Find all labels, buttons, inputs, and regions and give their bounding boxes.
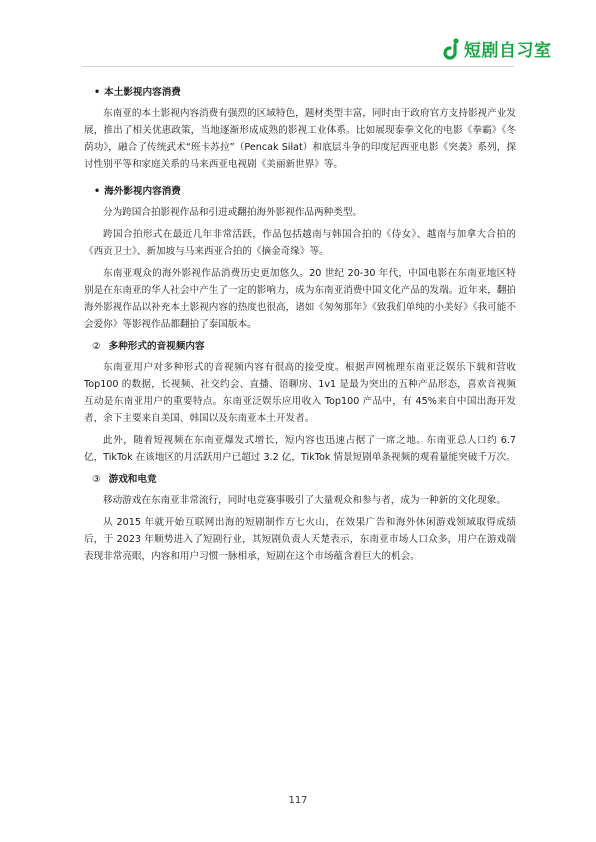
- paragraph: 东南亚用户对多种形式的音视频内容有很高的接受度。根据声网梳理东南亚泛娱乐下载和营收 Top100 的数据，长视频、社交约会、直播、语聊房、1v1 是最为突出的五种产品形态，喜欢音视频互动是东南亚用户的重要特点。东南亚泛娱乐应用收入 Top100 产品中，有 45%来自中国出海开发者，余下主要来自美国、韩国以及东南亚本土开发者。: [84, 362, 516, 424]
- paragraph: 从 2015 年就开始互联网出海的短剧制作方七火山，在效果广告和海外休闲游戏领域取得成绩后，于 2023 年顺势进入了短剧行业，其短剧负责人天楚表示，东南亚市场人口众多，用户在游戏端表现非常亮眼，内容和用户习惯一脉相承，短剧在这个市场蕴含着巨大的机会。: [84, 517, 516, 562]
- bullet-icon: •: [94, 87, 101, 98]
- section-heading-overseas-content: [94, 183, 516, 200]
- section-number: ③: [92, 474, 101, 485]
- section-heading-text: 海外影视内容消费: [104, 186, 181, 197]
- section-number: ②: [92, 341, 101, 352]
- section-heading-games-esports: [92, 471, 516, 488]
- page-number: 117: [288, 795, 308, 806]
- section-heading-av-content: [92, 338, 516, 355]
- section-heading-local-content: [94, 84, 516, 101]
- section-heading-text: 游戏和电竞: [108, 474, 157, 485]
- brand-logo-icon: [442, 38, 460, 60]
- bullet-icon: •: [94, 186, 101, 197]
- paragraph: 东南亚观众的海外影视作品消费历史更加悠久。20 世纪 20-30 年代，中国电影在东南亚地区特别是在东南亚的华人社会中产生了一定的影响力，成为东南亚消费中国文化产品的发端。近年来，翻拍海外影视作品以补充本土影视内容的热度也很高，诸如《匆匆那年》《致我们单纯的小美好》《我可能不会爱你》等影视作品都翻拍了泰国版本。: [84, 268, 516, 330]
- paragraph: 跨国合拍形式在最近几年非常活跃，作品包括越南与韩国合拍的《侍女》、越南与加拿大合拍的《西贡卫士》、新加坡与马来西亚合拍的《摘金奇缘》等。: [84, 229, 516, 257]
- paragraph: 东南亚的本土影视内容消费有强烈的区域特色，题材类型丰富，同时由于政府官方支持影视产业发展，推出了相关优惠政策，当地逐渐形成成熟的影视工业体系。比如展现泰拳文化的电影《拳霸》《冬荫功》，融合了传统武术“班卡苏拉”（Pencak Silat）和底层斗争的印度尼西亚电影《突袭》系列，探讨性别平等和家庭关系的马来西亚电视剧《美丽新世界》等。: [84, 108, 516, 170]
- paragraph: 此外，随着短视频在东南亚爆发式增长，短内容也迅速占据了一席之地。东南亚总人口约 6.7 亿，TikTok 在该地区的月活跃用户已超过 3.2 亿，TikTok 情景短剧单条视频的观看量能突破千万次。: [84, 435, 516, 463]
- brand-logo: [442, 36, 552, 61]
- brand-logo-text: 短剧自习室: [464, 41, 552, 61]
- paragraph: 分为跨国合拍影视作品和引进或翻拍海外影视作品两种类型。: [103, 207, 363, 218]
- page-content: [84, 74, 516, 570]
- section-heading-text: 多种形式的音视频内容: [108, 341, 205, 352]
- header-divider: [82, 66, 514, 67]
- section-heading-text: 本土影视内容消费: [104, 87, 181, 98]
- paragraph: 移动游戏在东南亚非常流行，同时电竞赛事吸引了大量观众和参与者，成为一种新的文化现象。: [103, 495, 506, 506]
